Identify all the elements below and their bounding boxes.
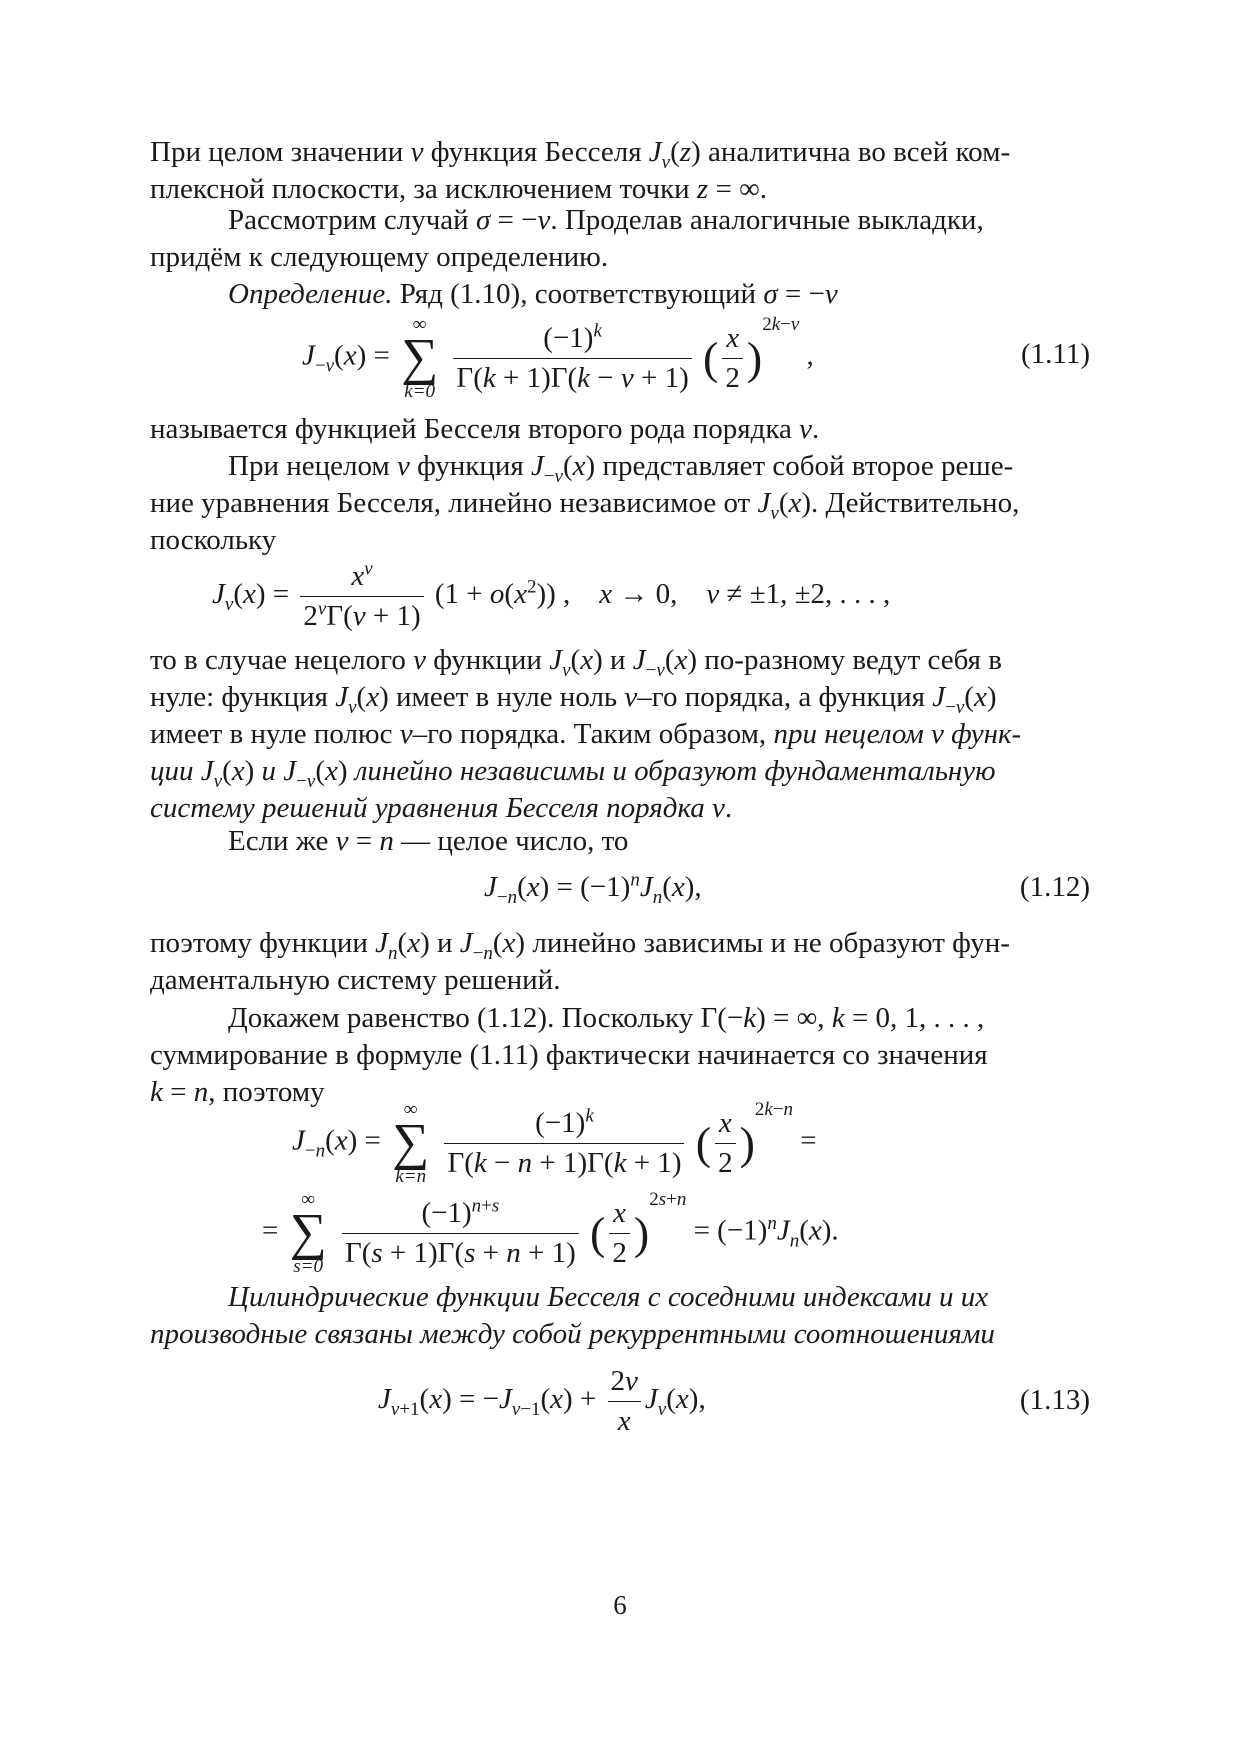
equation-1-12: $J_{-n}(x) = (-1)^nJ_n(x)$, [484,869,702,908]
text: линейно зависимы и не образуют фун- [525,927,1010,959]
text: Рассмотрим случай [228,204,476,236]
text: — целое число, то [393,825,629,857]
text: функция [409,450,531,482]
text: Если же [228,825,336,857]
text: При нецелом [228,450,398,482]
text: производные связаны между собой рекуррентными соотношениями [150,1318,995,1350]
paragraph-4: При нецелом ν функция $J_{-\nu}(x)$ представляет собой второе реше- [228,450,1014,487]
text: и [429,927,460,959]
text: поскольку [150,524,277,556]
paragraph-2-cont [150,239,1090,276]
paragraph-7: поэтому функции $J_n(x)$ и $J_{-n}(x)$ линейно зависимы и не образуют фун- даментальную систему решений. [150,927,1010,996]
text: называется функцией Бесселя второго рода порядка [150,413,800,445]
paragraph-5: то в случае нецелого ν функции $J_\nu(x)$ и $J_{-\nu}(x)$ по-разному ведут себя в нуле: функция $J_\nu(x)$ имеет в нуле ноль ν–го порядка, а функция $J_{-\nu}(x)$ имеет в нуле полюс ν–го порядка. Таким образом, при нецелом ν функ- ции $J_\nu(x)$ и $J_{-\nu}(x)$ линейно независимы и образуют фундаментальную систему решений уравнения Бесселя порядка ν. [150,644,1022,824]
equation-asymptotic: $J_\nu(x)$ = $\frac{x^\nu}{2^\nu\Gamma(\nu + 1)}$ $(1 + o(x^2))$ , x → 0, ν ≠ ±1, ±2, . . . , [212,558,891,632]
equation-number-1-13: (1.13) [1019,1384,1090,1416]
equation-number-1-11: (1.11) [1021,338,1090,370]
text: –го порядка, а функция [637,681,933,713]
equation-1-13: $J_{\nu+1}(x) = -J_{\nu-1}(x)$ + $\frac{2\nu}{x}$ $J_\nu(x)$, [378,1365,706,1437]
text: имеет в нуле ноль [388,681,625,713]
text: ние уравнения Бесселя, линейно независимое от [150,487,758,519]
text: придём к следующему определению. [150,241,609,273]
text: поэтому функции [150,927,376,959]
paragraph-4-cont: ние уравнения Бесселя, линейно независимое от $J_\nu(x)$. Действительно, поскольку [150,487,1020,556]
text: . Проделав аналогичные выкладки, [550,204,984,236]
paragraph-8: Докажем равенство (1.12). Поскольку Γ(−k) = ∞, k = 0, 1, . . . , [228,1002,985,1034]
page-number: 6 [613,1590,627,1620]
text: , поэтому [208,1076,325,1108]
text: аналитична во всей ком- [700,136,1011,168]
text: плексной плоскости, за исключением точки [150,173,697,205]
text: по-разному ведут себя в [697,644,1002,676]
text: функция Бесселя [423,136,649,168]
text: функции [425,644,550,676]
text: функ- [943,718,1022,750]
paragraph-8-cont: суммирование в формуле (1.11) фактически начинается со значения k = n, поэтому [150,1039,988,1108]
text: представляет собой второе реше- [595,450,1014,482]
text: Ряд (1.10), соответствующий [392,278,764,310]
equation-1-11: $J_{-\nu}(x)$ = ∞ ∑ k=0 $\frac{(-1)^k}{\Gamma(k + 1)\Gamma(k - \nu + 1)}$ ( $\frac{x}{2}$ )$^{2k-\nu}$ , [302,314,814,402]
paragraph-9 [150,1279,1168,1316]
text: и [254,755,284,787]
text: суммирование в формуле (1.11) фактически начинается со значения [150,1039,988,1071]
paragraph-3: называется функцией Бесселя второго рода порядка ν. [150,413,820,445]
text: нуле: функция [150,681,336,713]
text: при нецелом [773,718,931,750]
paragraph-2: Рассмотрим случай σ = −ν. Проделав аналогичные выкладки, [228,204,984,236]
text: линейно независимы и образуют фундаментальную [347,755,996,787]
text: ции [150,755,201,787]
equation-derivation-1: $J_{-n}(x)$ = ∞ ∑ k=n $\frac{(-1)^k}{\Gamma(k - n + 1)\Gamma(k + 1)}$ ( $\frac{x}{2}$ )$^{2k-n}$ = [292,1099,817,1187]
text: и [602,644,633,676]
text: имеет в нуле полюс [150,718,400,750]
paragraph-6: Если же ν = n — целое число, то [228,825,629,857]
definition: Определение. Ряд (1.10), соответствующий σ = −ν [228,278,838,310]
text: При целом значении [150,136,411,168]
text: Цилиндрические функции Бесселя с соседними индексами и их [228,1281,989,1313]
text: даментальную систему решений. [150,964,561,996]
definition-label: Определение. [228,278,393,310]
text: то в случае нецелого [150,644,414,676]
equation-derivation-2: = ∞ ∑ s=0 $\frac{(-1)^{n+s}}{\Gamma(s + 1)\Gamma(s + n + 1)}$ ( $\frac{x}{2}$ )$^{2s+n} = (-1)^nJ_n(x)$. [262,1189,839,1277]
paragraph-9-cont [150,1316,1090,1353]
text: –го порядка. Таким образом, [412,718,774,750]
text: систему решений уравнения Бесселя порядка [150,792,713,824]
equation-number-1-12: (1.12) [1019,871,1090,903]
text: . Действительно, [811,487,1020,519]
text: Докажем равенство (1.12). Поскольку [228,1002,701,1034]
paragraph-1: При целом значении ν функция Бесселя $J_\nu(z)$ аналитична во всей ком- плексной плоскости, за исключением точки z = ∞. [150,136,1011,205]
